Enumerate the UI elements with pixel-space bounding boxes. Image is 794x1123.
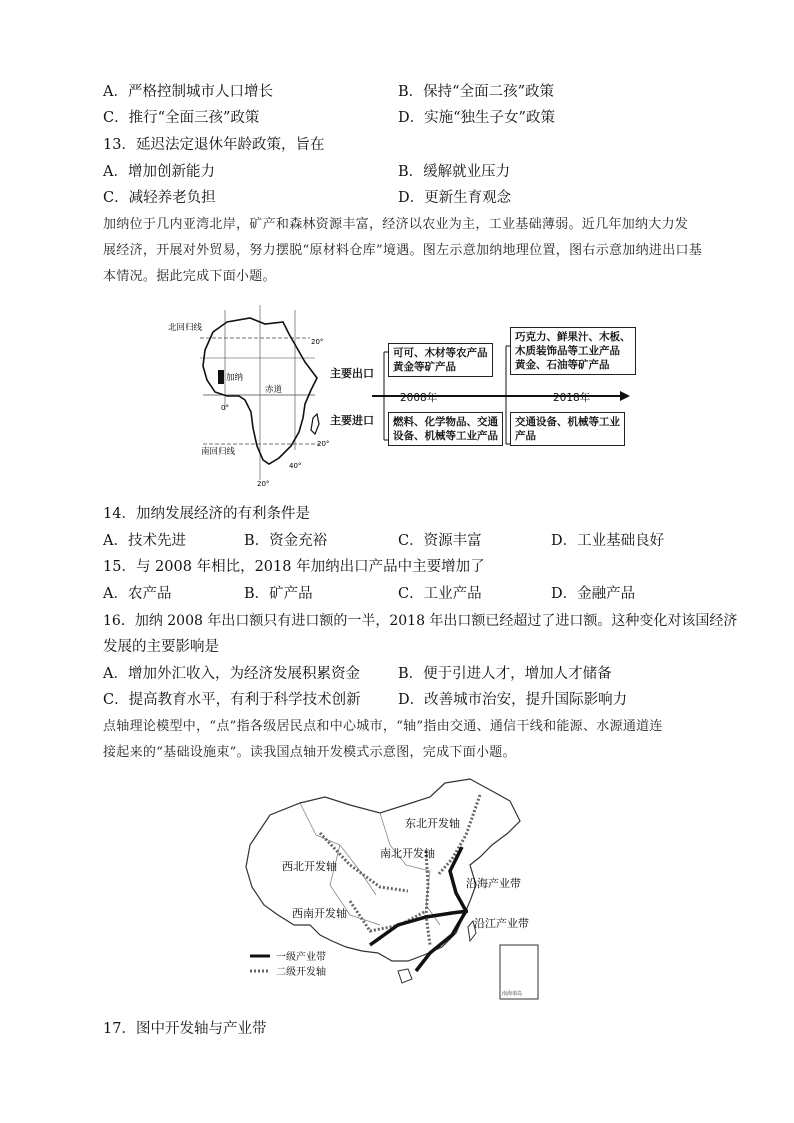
q15-option-d: D．金融产品 bbox=[551, 586, 636, 602]
lon-20-label: 20° bbox=[257, 480, 270, 488]
lat-20n-label: 20° bbox=[311, 338, 324, 346]
lon-40-label: 40° bbox=[289, 462, 302, 470]
q13-option-c: C．减轻养老负担 bbox=[103, 190, 216, 206]
northeast-axis-line bbox=[438, 795, 480, 875]
q13-stem: 13．延迟法定退休年龄政策，旨在 bbox=[103, 137, 325, 153]
q16-option-a: A．增加外汇收入，为经济发展积累资金 bbox=[103, 666, 360, 682]
export-2008-box: 可可、木材等农产品 黄金等矿产品 bbox=[388, 343, 493, 377]
northeast-axis-label: 东北开发轴 bbox=[405, 817, 460, 830]
equator-label: 赤道 bbox=[265, 385, 283, 395]
yangtze-belt-line bbox=[370, 911, 468, 945]
passage-axis-line-1: 点轴理论模型中，“点”指各级居民点和中心城市，“轴”指由交通、通信干线和能源、水源通道连 bbox=[103, 719, 663, 734]
yangtze-belt-label: 沿江产业带 bbox=[474, 917, 529, 930]
china-development-map bbox=[230, 775, 560, 1010]
legend-secondary-label: 二级开发轴 bbox=[276, 967, 326, 978]
q12-option-a: A．严格控制城市人口增长 bbox=[103, 84, 273, 100]
import-2018-box: 交通设备、机械等工业 产品 bbox=[510, 412, 625, 446]
export-2018-box: 巧克力、鲜果汁、木板、 木质装饰品等工业产品 黄金、石油等矿产品 bbox=[510, 327, 636, 375]
south-north-axis-label: 南北开发轴 bbox=[380, 847, 435, 860]
passage-ghana-line-1: 加纳位于几内亚湾北岸，矿产和森林资源丰富，经济以农业为主，工业基础薄弱。近几年加纳大力发 bbox=[103, 217, 689, 232]
q12-option-d: D．实施“独生子女”政策 bbox=[398, 110, 555, 126]
passage-ghana bbox=[103, 212, 733, 290]
year-2018-label: 2018年 bbox=[553, 392, 591, 404]
passage-axis-line-2: 接起来的“基础设施束”。读我国点轴开发模式示意图，完成下面小题。 bbox=[103, 745, 516, 760]
year-2008-label: 2008年 bbox=[400, 392, 438, 404]
q12-option-b: B．保持“全面二孩”政策 bbox=[398, 84, 554, 100]
northwest-axis-label: 西北开发轴 bbox=[282, 860, 337, 873]
lon-0-label: 0° bbox=[221, 404, 229, 412]
q16-stem-line-1: 16．加纳 2008 年出口额只有进口额的一半，2018 年出口额已经超过了进口额。这种变化对该国经济 bbox=[103, 613, 738, 629]
q12-option-c: C．推行“全面三孩”政策 bbox=[103, 110, 260, 126]
coastal-belt-line bbox=[416, 847, 466, 971]
ghana-label: 加纳 bbox=[226, 373, 244, 383]
q13-option-b: B．缓解就业压力 bbox=[398, 164, 511, 180]
southwest-axis-label: 西南开发轴 bbox=[292, 907, 347, 920]
q13-option-d: D．更新生育观念 bbox=[398, 190, 512, 206]
q15-option-b: B．矿产品 bbox=[244, 586, 313, 602]
q13-option-a: A．增加创新能力 bbox=[103, 164, 215, 180]
passage-ghana-line-3: 本情况。据此完成下面小题。 bbox=[103, 269, 276, 284]
inset-caption: 南海诸岛 bbox=[502, 991, 523, 997]
hainan-island bbox=[398, 969, 412, 983]
q16-option-b: B．便于引进人才，增加人才储备 bbox=[398, 666, 612, 682]
q14-stem: 14．加纳发展经济的有利条件是 bbox=[103, 506, 310, 522]
passage-ghana-line-2: 展经济，开展对外贸易，努力摆脱“原材料仓库”境遇。图左示意加纳地理位置，图右示意加纳进出口基 bbox=[103, 243, 703, 258]
southwest-axis-line bbox=[350, 901, 426, 931]
ghana-marker bbox=[218, 370, 224, 384]
lat-20s-label: 20° bbox=[317, 440, 330, 448]
main-import-label: 主要进口 bbox=[330, 414, 374, 427]
q14-option-b: B．资金充裕 bbox=[244, 533, 328, 549]
q16-stem-line-2: 发展的主要影响是 bbox=[103, 639, 219, 655]
main-export-label: 主要出口 bbox=[330, 367, 374, 380]
import-2008-box: 燃料、化学物品、交通 设备、机械等工业产品 bbox=[388, 412, 503, 446]
q15-stem: 15．与 2008 年相比，2018 年加纳出口产品中主要增加了 bbox=[103, 559, 485, 575]
tropic-south-label: 南回归线 bbox=[201, 447, 236, 457]
q15-option-c: C．工业产品 bbox=[398, 586, 482, 602]
q14-option-c: C．资源丰富 bbox=[398, 533, 482, 549]
q15-option-a: A．农产品 bbox=[103, 586, 172, 602]
africa-location-map bbox=[165, 300, 335, 490]
q14-option-a: A．技术先进 bbox=[103, 533, 186, 549]
legend-primary-label: 一级产业带 bbox=[276, 952, 326, 963]
q16-option-c: C．提高教育水平，有利于科学技术创新 bbox=[103, 692, 361, 708]
q17-stem: 17．图中开发轴与产业带 bbox=[103, 1021, 267, 1037]
tropic-north-label: 北回归线 bbox=[168, 323, 203, 333]
q16-option-d: D．改善城市治安，提升国际影响力 bbox=[398, 692, 628, 708]
coastal-belt-label: 沿海产业带 bbox=[466, 877, 521, 890]
passage-axis bbox=[103, 714, 733, 766]
q14-option-d: D．工业基础良好 bbox=[551, 533, 665, 549]
